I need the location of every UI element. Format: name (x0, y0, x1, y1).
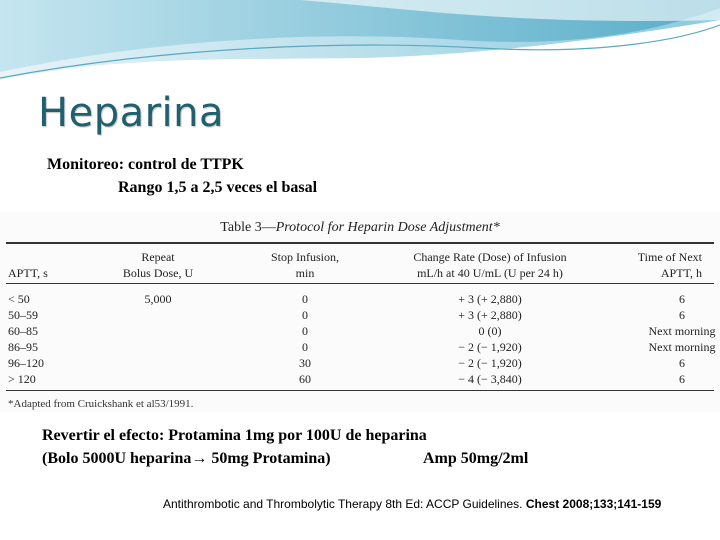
reversal-text: Revertir el efecto: Protamina 1mg por 100U de heparina (42, 427, 427, 444)
cell-rate: − 2 (− 1,920) (458, 356, 522, 370)
cell-aptt: 96–120 (8, 356, 44, 370)
cell-stop: 60 (299, 372, 311, 386)
cell-rate: − 2 (− 1,920) (458, 340, 522, 354)
header-wave-decoration (0, 0, 720, 90)
cell-time: Next morning (648, 324, 716, 338)
cell-stop: 30 (299, 356, 311, 370)
header-time-1: Time of Next (637, 250, 702, 264)
cell-time: 6 (679, 372, 685, 386)
cell-aptt: 50–59 (8, 308, 38, 322)
cell-rate: + 3 (+ 2,880) (458, 308, 522, 322)
table-row (0, 292, 720, 308)
citation-text: Antithrombotic and Thrombolytic Therapy 8th Ed: ACCP Guidelines. (163, 497, 523, 511)
cell-rate: 0 (0) (478, 324, 502, 338)
table-caption (0, 220, 720, 236)
cell-time: 6 (679, 356, 685, 370)
cell-stop: 0 (302, 324, 308, 338)
citation-journal: Chest 2008;133;141-159 (525, 497, 662, 511)
bolus-conversion-text: (Bolo 5000U heparina→ 50mg Protamina) (42, 450, 331, 467)
table-footnote: *Adapted from Cruickshank et al53/1991. (8, 398, 194, 410)
cell-stop: 0 (302, 340, 308, 354)
table-bottom-rule (6, 390, 714, 391)
header-rate-1: Change Rate (Dose) of Infusion (413, 250, 567, 264)
monitoring-text: Monitoreo: control de TTPK (47, 156, 244, 173)
header-bolus-1: Repeat (141, 250, 175, 264)
cell-stop: 0 (302, 308, 308, 322)
header-bolus-2: Bolus Dose, U (122, 266, 194, 280)
table-row (0, 324, 720, 340)
heparin-dose-table (0, 212, 720, 412)
table-row (0, 340, 720, 356)
citation (163, 497, 661, 511)
table-row (0, 308, 720, 324)
header-aptt: APTT, s (8, 266, 48, 280)
slide-title: Heparina (38, 90, 225, 136)
table-caption-title: Protocol for Heparin Dose Adjustment* (275, 220, 500, 235)
cell-stop: 0 (302, 292, 308, 306)
table-row (0, 356, 720, 372)
table-caption-prefix: Table 3— (220, 220, 276, 235)
range-text: Rango 1,5 a 2,5 veces el basal (118, 179, 318, 196)
table-header-rule (6, 283, 714, 284)
table-top-rule (6, 242, 714, 244)
table-row (0, 372, 720, 388)
header-stop-2: min (295, 266, 315, 280)
cell-rate: − 4 (− 3,840) (458, 372, 522, 386)
cell-bolus: 5,000 (144, 292, 172, 306)
cell-aptt: < 50 (8, 292, 30, 306)
cell-rate: + 3 (+ 2,880) (458, 292, 522, 306)
cell-aptt: 86–95 (8, 340, 38, 354)
cell-aptt: > 120 (8, 372, 36, 386)
header-stop-1: Stop Infusion, (270, 250, 339, 264)
cell-time: 6 (679, 292, 685, 306)
ampoule-text: Amp 50mg/2ml (423, 450, 529, 467)
cell-time: Next morning (648, 340, 716, 354)
header-time-2: APTT, h (660, 266, 702, 280)
cell-time: 6 (679, 308, 685, 322)
header-rate-2: mL/h at 40 U/mL (U per 24 h) (417, 266, 563, 280)
cell-aptt: 60–85 (8, 324, 38, 338)
